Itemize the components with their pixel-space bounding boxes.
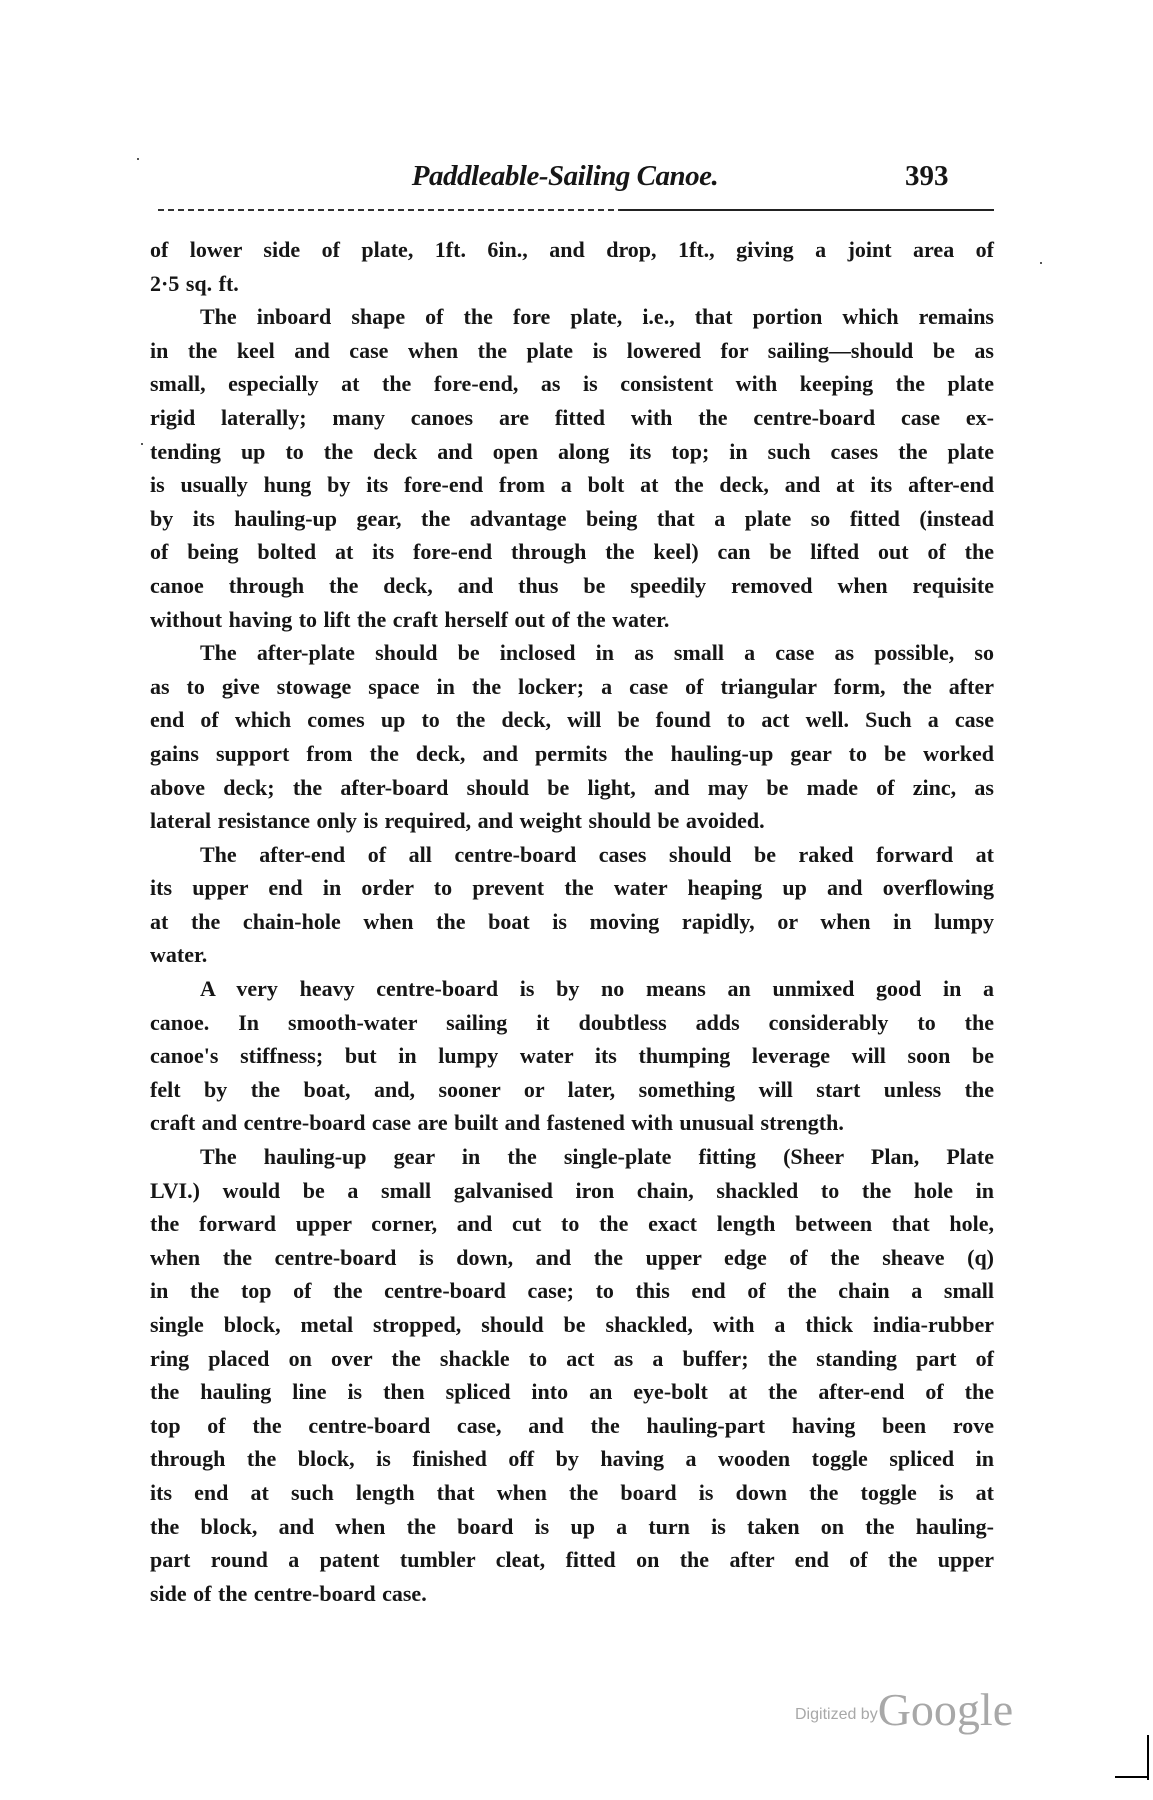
scan-speck — [1040, 262, 1042, 264]
text-line: canoe's stiffness; but in lumpy water its thumping leverage will soon be — [150, 1043, 994, 1069]
watermark-prefix: Digitized by — [795, 1706, 878, 1723]
text-line: part round a patent tumbler cleat, fitted on the after end of the upper — [150, 1547, 994, 1573]
text-line: tending up to the deck and open along its top; in such cases the plate — [150, 438, 994, 464]
text-line: craft and centre-board case are built and fastened with unusual strength. — [150, 1110, 844, 1136]
text-line: of being bolted at its fore-end through the keel) can be lifted out of the — [150, 539, 994, 565]
text-line: felt by the boat, and, sooner or later, something will start unless the — [150, 1076, 994, 1102]
text-line: by its hauling-up gear, the advantage being that a plate so fitted (instead — [150, 505, 994, 531]
text-line: top of the centre-board case, and the hauling-part having been rove — [150, 1412, 994, 1438]
scan-speck — [141, 443, 143, 445]
text-line: the block, and when the board is up a turn is taken on the hauling- — [150, 1513, 994, 1539]
text-line: in the keel and case when the plate is lowered for sailing—should be as — [150, 337, 994, 363]
text-line: is usually hung by its fore-end from a bolt at the deck, and at its after-end — [150, 472, 994, 498]
text-line: in the top of the centre-board case; to this end of the chain a small — [150, 1278, 994, 1304]
page-body-text — [150, 233, 994, 1610]
text-line: A very heavy centre-board is by no means an unmixed good in a — [200, 976, 994, 1002]
text-line: of lower side of plate, 1ft. 6in., and drop, 1ft., giving a joint area of — [150, 237, 994, 262]
text-line: the forward upper corner, and cut to the exact length between that hole, — [150, 1211, 994, 1237]
digitized-by-google-watermark — [795, 1683, 1013, 1736]
text-line: gains support from the deck, and permits the hauling-up gear to be worked — [150, 740, 994, 766]
text-line: the hauling line is then spliced into an eye-bolt at the after-end of the — [150, 1379, 994, 1405]
text-line: The after-end of all centre-board cases should be raked forward at — [200, 841, 994, 867]
page-corner-mark — [1147, 1735, 1149, 1780]
text-line: The hauling-up gear in the single-plate fitting (Sheer Plan, Plate — [200, 1144, 994, 1170]
text-line: The after-plate should be inclosed in as small a case as possible, so — [200, 640, 994, 666]
text-line: water. — [150, 942, 208, 968]
text-line: canoe through the deck, and thus be speedily removed when requisite — [150, 572, 994, 598]
header-rule-solid — [620, 209, 994, 211]
text-line: rigid laterally; many canoes are fitted with the centre-board case ex- — [150, 404, 994, 430]
text-line: LVI.) would be a small galvanised iron chain, shackled to the hole in — [150, 1177, 994, 1203]
text-line: canoe. In smooth-water sailing it doubtless adds considerably to the — [150, 1009, 994, 1035]
text-line: 2·5 sq. ft. — [150, 270, 239, 296]
text-line: through the block, is finished off by having a wooden toggle spliced in — [150, 1446, 994, 1472]
text-line: above deck; the after-board should be light, and may be made of zinc, as — [150, 774, 994, 800]
text-line: The inboard shape of the fore plate, i.e., that portion which remains — [200, 304, 994, 330]
text-line: its upper end in order to prevent the water heaping up and overflowing — [150, 875, 994, 901]
text-line: as to give stowage space in the locker; a case of triangular form, the after — [150, 673, 994, 699]
running-header-title: Paddleable-Sailing Canoe. — [411, 160, 719, 192]
google-logo: Google — [877, 1684, 1014, 1735]
page-number: 393 — [905, 160, 949, 192]
text-line: when the centre-board is down, and the upper edge of the sheave (q) — [150, 1244, 994, 1270]
text-line: without having to lift the craft herself out of the water. — [150, 606, 670, 632]
text-line: side of the centre-board case. — [150, 1580, 427, 1606]
scan-speck — [137, 158, 139, 160]
text-line: small, especially at the fore-end, as is consistent with keeping the plate — [150, 371, 994, 397]
text-line: its end at such length that when the board is down the toggle is at — [150, 1479, 994, 1505]
page-corner-mark — [1115, 1776, 1147, 1778]
text-line: lateral resistance only is required, and weight should be avoided. — [150, 808, 765, 834]
text-line: single block, metal stropped, should be shackled, with a thick india-rubber — [150, 1312, 994, 1337]
text-line: ring placed on over the shackle to act as a buffer; the standing part of — [150, 1345, 994, 1371]
text-line: end of which comes up to the deck, will be found to act well. Such a case — [150, 707, 994, 733]
text-line: at the chain-hole when the boat is moving rapidly, or when in lumpy — [150, 908, 994, 934]
